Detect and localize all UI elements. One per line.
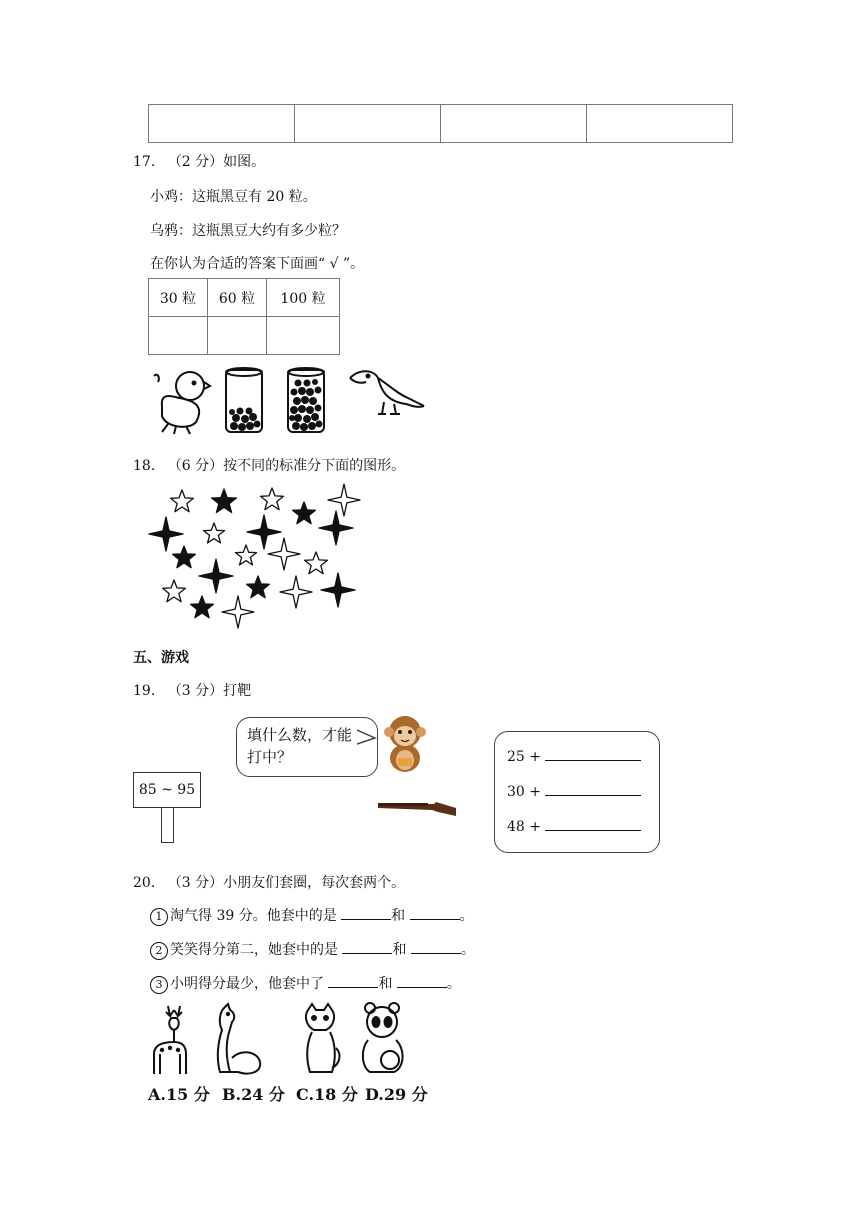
item-end: 。: [446, 976, 461, 992]
answer-cell[interactable]: [208, 317, 267, 355]
item-mid: 和: [391, 908, 406, 924]
q18-shapes-figure: [146, 480, 368, 630]
circled-number: 3: [150, 976, 168, 994]
q18-heading: [133, 455, 405, 475]
answer-blank[interactable]: [341, 907, 391, 920]
hollow-five-point-star-icon: [204, 523, 225, 543]
jar-20-beans-icon: [226, 368, 262, 432]
solid-five-point-star-icon: [173, 546, 196, 568]
animal-label-b: B.24 分: [222, 1085, 285, 1104]
item-text: 笑笑得分第二，她套中的是: [170, 942, 338, 958]
q20-number: 20.: [133, 875, 156, 891]
answer-row: [507, 783, 641, 800]
solid-five-point-star-icon: [212, 489, 237, 513]
q20-heading: [133, 872, 405, 892]
crow-icon: [350, 371, 424, 414]
solid-four-point-star-icon: [199, 559, 233, 593]
squirrel-icon: [218, 1004, 260, 1074]
answer-blank[interactable]: [545, 748, 641, 761]
target-post: [161, 807, 174, 843]
hollow-four-point-star-icon: [268, 538, 300, 570]
circled-number: 2: [150, 942, 168, 960]
circled-number: 1: [150, 908, 168, 926]
q17-illustration: [146, 364, 426, 436]
deer-icon: [154, 1006, 186, 1074]
row-label: 48 +: [507, 819, 541, 835]
q20-animals-figure: [146, 1002, 426, 1080]
item-text: 淘气得 39 分。他套中的是: [170, 908, 337, 924]
top-continuation-table: [148, 104, 733, 143]
q17-title: （2 分）如图。: [167, 154, 266, 170]
hollow-four-point-star-icon: [280, 576, 312, 608]
q19-answer-box: [494, 731, 660, 853]
bubble-line: 打中？: [247, 748, 293, 766]
table-cell: [295, 105, 441, 143]
hollow-five-point-star-icon: [236, 545, 257, 565]
jar-many-beans-icon: [288, 368, 324, 432]
answer-blank[interactable]: [328, 975, 378, 988]
q20-item: [150, 905, 474, 926]
item-end: 。: [459, 908, 474, 924]
item-mid: 和: [392, 942, 407, 958]
solid-five-point-star-icon: [247, 576, 270, 598]
solid-four-point-star-icon: [321, 573, 355, 607]
answer-blank[interactable]: [397, 975, 447, 988]
item-mid: 和: [378, 976, 393, 992]
bubble-tail-icon: [357, 728, 377, 748]
solid-five-point-star-icon: [293, 502, 316, 524]
option-label: 30 粒: [149, 279, 208, 317]
answer-blank[interactable]: [545, 783, 641, 796]
q17-line2: 乌鸦：这瓶黑豆大约有多少粒？: [150, 223, 346, 239]
row-label: 30 +: [507, 784, 541, 800]
solid-five-point-star-icon: [191, 596, 214, 618]
monkey-icon: [384, 712, 426, 776]
answer-blank[interactable]: [545, 818, 641, 831]
bubble-line: 填什么数，才能: [247, 726, 353, 744]
option-label: 100 粒: [267, 279, 340, 317]
q17-line1: 小鸡：这瓶黑豆有 20 粒。: [150, 189, 317, 205]
hollow-five-point-star-icon: [163, 580, 186, 602]
hollow-five-point-star-icon: [305, 552, 328, 574]
answer-row: [507, 748, 641, 765]
table-cell: [441, 105, 587, 143]
animal-label-c: C.18 分: [296, 1085, 358, 1104]
answer-cell[interactable]: [149, 317, 208, 355]
animal-label-d: D.29 分: [365, 1085, 428, 1104]
table-cell: [587, 105, 733, 143]
hollow-five-point-star-icon: [171, 490, 194, 512]
item-text: 小明得分最少，他套中了: [170, 976, 324, 992]
q20-item: [150, 939, 475, 960]
hollow-four-point-star-icon: [328, 484, 360, 516]
q20-item: [150, 973, 461, 994]
q17-number: 17.: [133, 154, 156, 170]
cat-icon: [306, 1004, 339, 1072]
animal-label-a: A.15 分: [148, 1085, 210, 1104]
q19-heading: [133, 680, 251, 700]
answer-row: [507, 818, 641, 835]
row-label: 25 +: [507, 749, 541, 765]
q17-heading: [133, 151, 265, 171]
answer-blank[interactable]: [410, 907, 460, 920]
solid-four-point-star-icon: [319, 511, 353, 545]
q18-number: 18.: [133, 458, 156, 474]
target-sign: [133, 772, 201, 808]
solid-four-point-star-icon: [247, 515, 281, 549]
q19-number: 19.: [133, 683, 156, 699]
item-end: 。: [460, 942, 475, 958]
answer-cell[interactable]: [267, 317, 340, 355]
solid-four-point-star-icon: [149, 517, 183, 551]
option-label: 60 粒: [208, 279, 267, 317]
answer-blank[interactable]: [411, 941, 461, 954]
q18-title: （6 分）按不同的标准分下面的图形。: [167, 458, 406, 474]
hollow-four-point-star-icon: [222, 596, 254, 628]
panda-icon: [363, 1003, 403, 1072]
target-range: 85 ~ 95: [138, 782, 196, 798]
table-cell: [149, 105, 295, 143]
rifle-icon: [376, 796, 458, 820]
hollow-five-point-star-icon: [261, 488, 284, 510]
section-heading: 五、游戏: [133, 650, 189, 666]
q19-title: （3 分）打靶: [167, 683, 252, 699]
q17-line3: 在你认为合适的答案下面画“ √ ”。: [150, 256, 365, 272]
chick-icon: [154, 372, 210, 434]
answer-blank[interactable]: [342, 941, 392, 954]
q17-options-table: [148, 278, 340, 355]
q20-title: （3 分）小朋友们套圈，每次套两个。: [167, 875, 406, 891]
